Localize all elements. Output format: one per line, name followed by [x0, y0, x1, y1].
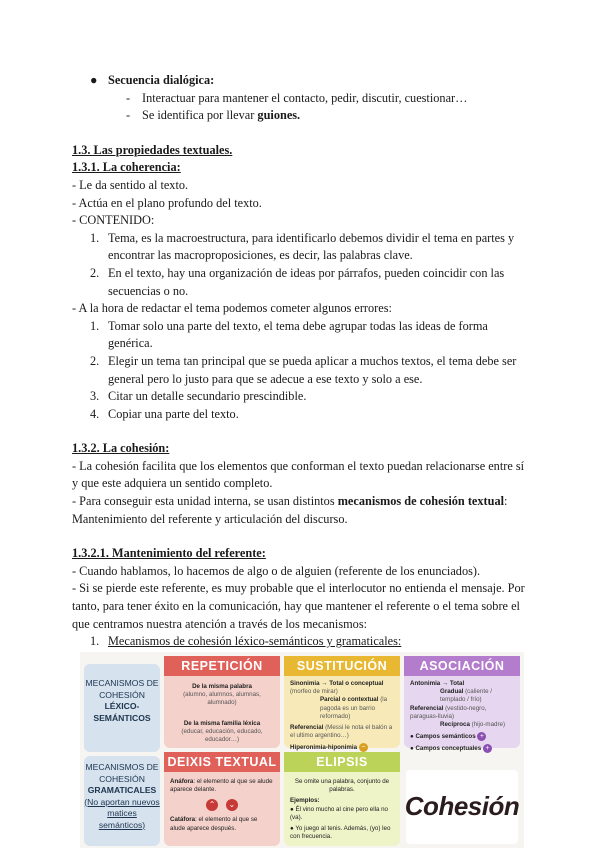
list-item-text: Mecanismos de cohesión léxico-semánticos y gramaticales:: [108, 634, 402, 649]
card-text: Campos semánticos: [415, 733, 476, 741]
card-text: (educar, educación, educado, educador…): [181, 727, 263, 744]
logo-text: Cohesión: [404, 791, 520, 822]
card-text: : el elemento al que se alude aparece delante.: [170, 778, 273, 794]
line: - A la hora de redactar el tema podemos cometer algunos errores:: [72, 301, 392, 316]
card-text: Parcial o contextual: [320, 696, 379, 704]
card-text: Referencial: [290, 724, 324, 732]
paragraph: [72, 493, 532, 528]
side-label-text: MECANISMOS DE COHESIÓN: [85, 762, 159, 784]
side-label-note: (No aportan nuevos matices semánticos): [84, 796, 160, 830]
card-text: Total o conceptual: [329, 680, 384, 687]
line: - Actúa en el plano profundo del texto.: [72, 195, 262, 210]
card-deixis: [164, 752, 280, 846]
bullet-item: [72, 72, 532, 90]
list-item: 4. Copiar una parte del texto.: [90, 406, 239, 421]
cohesion-logo: [406, 770, 518, 844]
card-text: (hijo-madre): [471, 721, 506, 729]
card-body: [164, 772, 280, 837]
paragraph: - Cuando hablamos, lo hacemos de algo o de alguien (referente de los enunciados).: [72, 563, 481, 578]
card-text: Gradual: [440, 688, 464, 696]
card-text: Total: [449, 680, 465, 687]
card-elipsis: [284, 752, 400, 846]
card-text: Recíproca: [440, 721, 470, 729]
card-title: ELIPSIS: [284, 752, 400, 772]
dash-item: [72, 90, 532, 108]
card-text: Catáfora: [170, 816, 196, 824]
document-page: [72, 72, 532, 651]
list-item-text: En el texto, hay una organización de ideas por párrafos, pueden coincidir con las secuencias o no.: [108, 265, 505, 298]
card-title: DEIXIS TEXTUAL: [164, 752, 280, 772]
list-number: 1.: [90, 634, 100, 649]
list-item: 1. Tema, es la macroestructura, para identificarlo debemos dividir el tema en partes y encontrar las macroproposiciones, es decir, las palabras clave.: [90, 230, 515, 263]
card-text: Ejemplos:: [290, 797, 320, 805]
card-sustitucion: [284, 656, 400, 752]
dash-text: Interactuar para mantener el contacto, pedir, discutir, cuestionar…: [142, 90, 468, 105]
list-item: 2. Elegir un tema tan principal que se pueda aplicar a muchos textos, el tema debe ser general pero lo justo para que se adecue a ese texto y solo a ese.: [90, 353, 517, 386]
line: - CONTENIDO:: [72, 213, 155, 228]
card-text: (Messi le nota el balón a el ultimo argentino…): [290, 724, 393, 740]
dash-item: [72, 107, 532, 125]
card-text: Yo juego al tenis. Además, (yo) leo con frecuencia.: [290, 825, 391, 841]
card-text: : el elemento al que se alude aparece después.: [170, 816, 258, 832]
card-body: Se omite una palabra, conjunto de palabras. Ejemplos: ● Él vino mucho al cine pero ella no (va). ● Yo juego al tenis. Además, (yo) leo con frecuencia.: [284, 772, 400, 845]
section-heading-1-3-1: 1.3.1. La coherencia:: [72, 160, 181, 175]
list-item-text: Copiar una parte del texto.: [108, 406, 239, 421]
chevron-up-icon[interactable]: ⌃: [206, 799, 218, 811]
section-heading-1-3-2: 1.3.2. La cohesión:: [72, 441, 170, 456]
card-text: Se omite una palabra, conjunto de palabras.: [294, 778, 390, 794]
card-title: SUSTITUCIÓN: [284, 656, 400, 676]
card-repeticion: [164, 656, 280, 748]
cohesion-infographic: [80, 652, 524, 848]
dash-bold: guiones.: [257, 108, 301, 123]
side-label-text: MECANISMOS DE COHESIÓN: [85, 678, 159, 700]
chevron-down-icon[interactable]: ⌄: [226, 799, 238, 811]
list-item-text: Tema, es la macroestructura, para identificarlo debemos dividir el tema en partes y encontrar las macroproposiciones, es decir, las palabras clave.: [108, 230, 515, 263]
plus-icon: +: [483, 744, 492, 753]
paragraph: - La cohesión facilita que los elementos que conforman el texto puedan relacionarse entre sí y que este adquiera un sentido completo.: [72, 458, 525, 491]
section-heading-1-3-2-1: 1.3.2.1. Mantenimiento del referente:: [72, 546, 266, 561]
paragraph: - Si se pierde este referente, es muy probable que el interlocutor no entienda el mensaje. Por tanto, para tener éxito en la comunicación, hay que mantener el referente o el tema sobre el que centramos nuestra atención a través de los mecanismos:: [72, 581, 525, 631]
card-body: Antonimia → Total Gradual (caliente / templado / frío) Referencial (vestido-negro, paraguas-lluvia) Recíproca (hijo-madre) ● Campos semánticos + ● Campos conceptuales +: [410, 680, 506, 752]
line: - Le da sentido al texto.: [72, 177, 189, 192]
paragraph-text: - Para conseguir esta unidad interna, se usan distintos: [72, 494, 338, 509]
card-text: (alumno, alumnos, alumnas, alumnado): [183, 691, 261, 707]
card-text: Campos conceptuales: [415, 744, 482, 752]
list-item: 2. En el texto, hay una organización de ideas por párrafos, pueden coincidir con las secuencias o no.: [90, 265, 505, 298]
section-heading-1-3: 1.3. Las propiedades textuales.: [72, 142, 233, 157]
list-item-text: Citar un detalle secundario prescindible.: [108, 389, 307, 404]
minus-icon: −: [359, 743, 368, 752]
card-text: Él vino mucho al cine pero ella no (va).: [290, 805, 388, 821]
card-text: Sinonimia: [290, 680, 320, 687]
card-text: Referencial: [410, 704, 444, 712]
card-text: Antonimia: [410, 680, 441, 687]
dash-icon: -: [126, 90, 131, 105]
card-text: De la misma palabra: [192, 683, 252, 690]
card-text: (la pagoda es un barrio reformado): [320, 696, 388, 720]
paragraph-text: : Mantenimiento del referente y articulación del discurso.: [72, 494, 508, 526]
card-text: Anáfora: [170, 778, 194, 785]
list-item: [72, 633, 532, 651]
card-body: Sinonimia → Total o conceptual (morfeo de mirar) Parcial o contextual (la pagoda es un barrio reformado) Referencial (Messi le nota el balón a el ultimo argentino…) Hiperonimia-hiponimia −: [290, 680, 393, 752]
side-label-gramatical: [84, 756, 160, 846]
card-body: [164, 676, 280, 748]
side-label-bold: LÉXICO-SEMÁNTICOS: [93, 701, 151, 723]
card-title: REPETICIÓN: [164, 656, 280, 676]
card-text: De la misma familia léxica: [183, 719, 261, 727]
card-title: ASOCIACIÓN: [404, 656, 520, 676]
list-item: 3. Citar un detalle secundario prescindible.: [90, 389, 307, 404]
card-text: Hiperonimia-hiponimia: [290, 744, 358, 752]
card-text: (vestido-negro, paraguas-lluvia): [410, 704, 487, 720]
dash-text: Se identifica por llevar: [142, 108, 258, 123]
paragraph-bold: mecanismos de cohesión textual: [337, 494, 505, 509]
bullet-dot-icon: ●: [90, 73, 98, 87]
list-item-text: Tomar solo una parte del texto, el tema debe agrupar todas las ideas de forma genérica.: [108, 318, 488, 351]
dash-icon: -: [126, 108, 131, 123]
bullet-title: Secuencia dialógica:: [108, 73, 215, 87]
card-text: (caliente / templado / frío): [440, 688, 492, 704]
card-asociacion: [404, 656, 520, 752]
side-label-lexico: [84, 664, 160, 752]
list-item: 1. Tomar solo una parte del texto, el tema debe agrupar todas las ideas de forma genérica.: [90, 318, 488, 351]
plus-icon: +: [477, 732, 486, 741]
list-item-text: Elegir un tema tan principal que se pueda aplicar a muchos textos, el tema debe ser general pero lo justo para que se adecue a ese texto y solo a ese.: [108, 353, 517, 386]
card-text: (morfeo de mirar): [290, 688, 338, 696]
side-label-bold: GRAMATICALES: [87, 785, 157, 795]
